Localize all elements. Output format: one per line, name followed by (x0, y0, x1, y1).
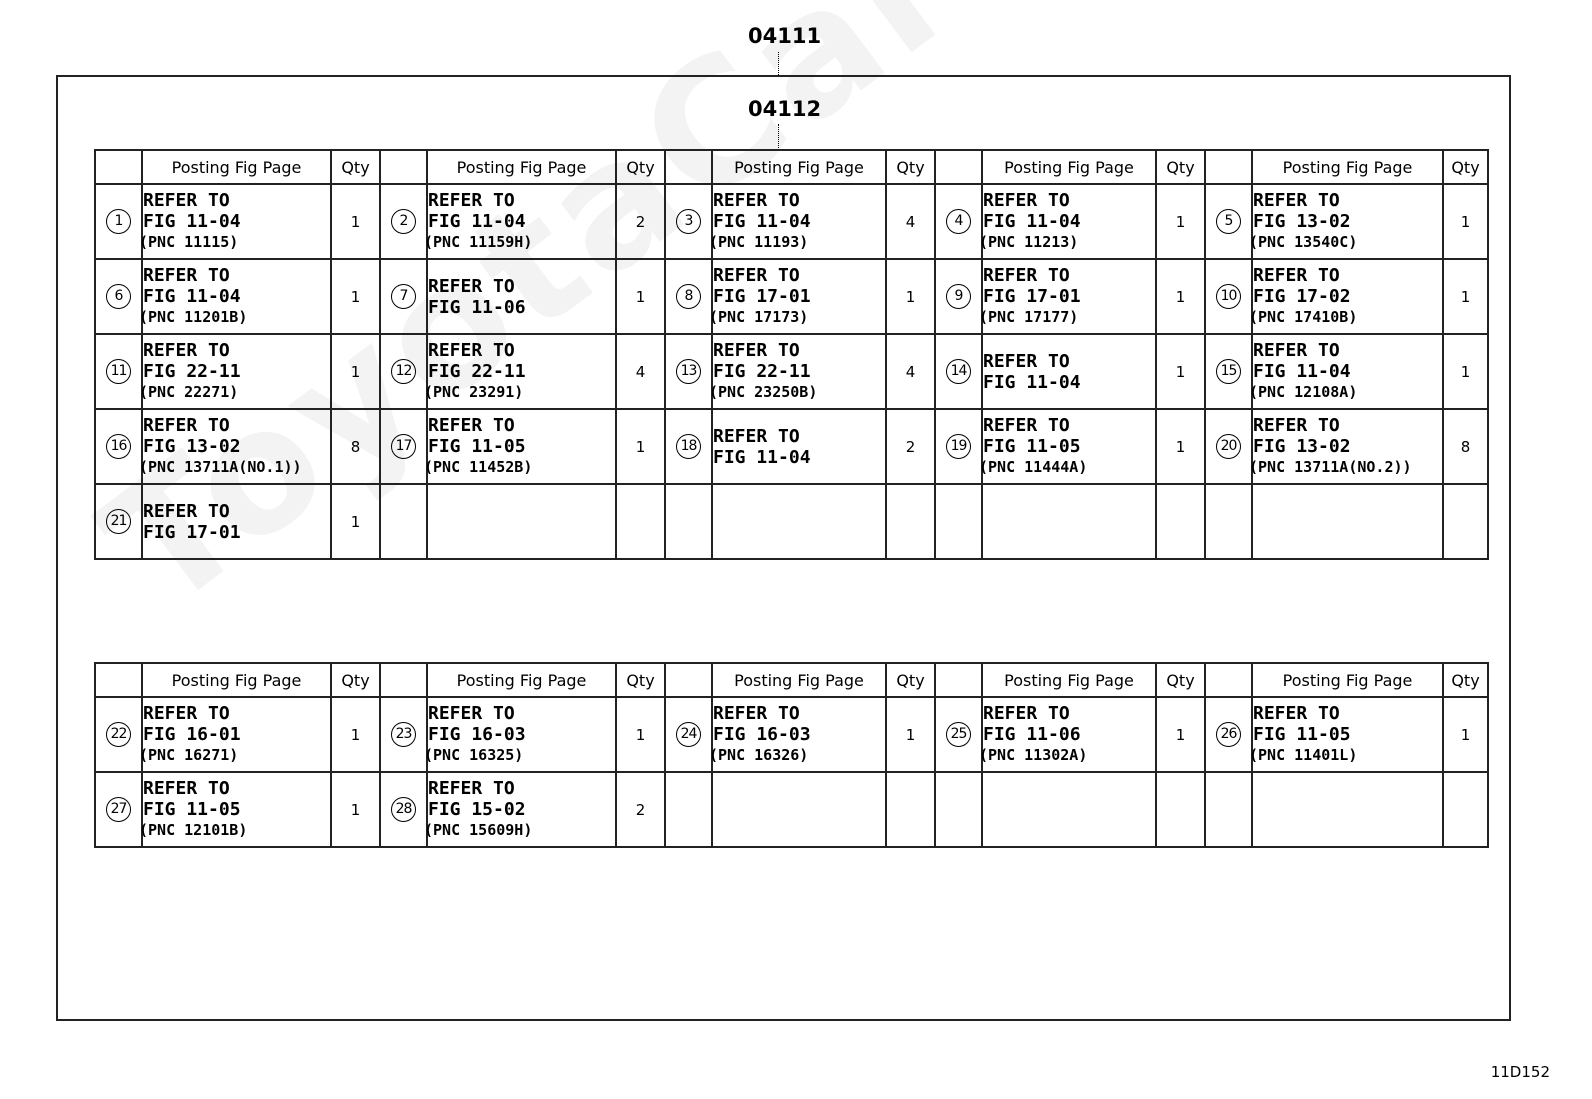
qty-value: 1 (350, 512, 361, 531)
qty-cell (331, 334, 380, 409)
item-number-badge: 16 (106, 434, 131, 459)
refer-to-label: REFER TO (143, 500, 230, 522)
refer-to-label: REFER TO (143, 415, 230, 436)
pnc-number: (PNC 11401L) (1249, 746, 1358, 764)
header-blank (935, 150, 982, 184)
qty-value: 8 (1460, 437, 1471, 456)
assembly-leader-line (778, 52, 779, 75)
refer-to-label: REFER TO (713, 190, 800, 211)
reference-cell (1249, 259, 1443, 334)
pnc-number: (PNC 11213) (979, 233, 1079, 251)
reference-cell (712, 409, 886, 484)
refer-to-label: REFER TO (428, 190, 515, 211)
table-row (95, 484, 1488, 559)
figure-reference: FIG 11-04 (983, 211, 1081, 232)
qty-cell (886, 484, 935, 559)
reference-cell (427, 484, 616, 559)
qty-value: 4 (905, 212, 916, 231)
item-number-cell (665, 259, 712, 334)
refer-to-label: REFER TO (1253, 703, 1340, 724)
figure-reference: FIG 11-04 (143, 211, 241, 232)
qty-cell (1443, 184, 1488, 259)
refer-to-label: REFER TO (983, 265, 1070, 286)
pnc-number: (PNC 11452B) (424, 458, 533, 476)
qty-cell (616, 334, 665, 409)
qty-value: 8 (350, 437, 361, 456)
reference-cell (1252, 484, 1443, 559)
pnc-number: (PNC 16271) (139, 746, 239, 764)
qty-value: 1 (635, 287, 646, 306)
qty-value: 1 (905, 287, 916, 306)
figure-reference: FIG 13-02 (1253, 211, 1351, 232)
reference-cell (139, 184, 331, 259)
refer-to-label: REFER TO (1253, 340, 1340, 361)
item-number-cell (95, 697, 142, 772)
refer-to-label: REFER TO (1253, 265, 1340, 286)
reference-cell (427, 259, 616, 334)
item-number-cell (1205, 334, 1252, 409)
reference-cell (424, 772, 616, 847)
header-posting-fig-page: Posting Fig Page (142, 663, 331, 697)
qty-cell (616, 772, 665, 847)
header-posting-fig-page: Posting Fig Page (1252, 663, 1443, 697)
header-qty: Qty (886, 150, 935, 184)
header-qty: Qty (1443, 150, 1488, 184)
reference-cell (709, 259, 886, 334)
item-number-badge: 17 (391, 434, 416, 459)
item-number-cell (935, 184, 982, 259)
item-number-badge: 3 (676, 209, 701, 234)
qty-value: 1 (1460, 212, 1471, 231)
item-number-badge: 8 (676, 284, 701, 309)
figure-reference: FIG 13-02 (1253, 436, 1351, 457)
figure-reference: FIG 16-01 (143, 724, 241, 745)
item-number-badge: 13 (676, 359, 701, 384)
item-number-cell (380, 772, 427, 847)
qty-value: 1 (350, 725, 361, 744)
item-number-cell (380, 484, 427, 559)
reference-cell (139, 772, 331, 847)
table-row (95, 409, 1488, 484)
qty-cell (331, 772, 380, 847)
qty-cell (886, 184, 935, 259)
refer-to-label: REFER TO (428, 340, 515, 361)
item-number-cell (95, 772, 142, 847)
figure-reference: FIG 11-05 (1253, 724, 1351, 745)
figure-reference: FIG 11-04 (713, 211, 811, 232)
qty-value: 1 (635, 725, 646, 744)
item-number-badge: 4 (946, 209, 971, 234)
parts-reference-table-1 (94, 149, 1489, 560)
refer-to-label: REFER TO (713, 265, 800, 286)
reference-cell (424, 184, 616, 259)
header-blank (380, 663, 427, 697)
item-number-cell (1205, 259, 1252, 334)
item-number-cell (380, 259, 427, 334)
qty-value: 1 (1175, 437, 1186, 456)
figure-reference: FIG 15-02 (428, 799, 526, 820)
item-number-badge: 6 (106, 284, 131, 309)
refer-to-label: REFER TO (713, 425, 800, 447)
qty-value: 1 (1175, 287, 1186, 306)
figure-reference: FIG 11-04 (713, 446, 811, 468)
subassembly-leader-line (778, 124, 779, 150)
item-number-badge: 7 (391, 284, 416, 309)
reference-cell (424, 697, 616, 772)
refer-to-label: REFER TO (143, 190, 230, 211)
qty-value: 1 (1460, 362, 1471, 381)
reference-cell (139, 697, 331, 772)
pnc-number: (PNC 13711A(NO.2)) (1249, 458, 1412, 476)
reference-cell (139, 259, 331, 334)
figure-reference: FIG 11-04 (143, 286, 241, 307)
header-posting-fig-page: Posting Fig Page (1252, 150, 1443, 184)
refer-to-label: REFER TO (143, 340, 230, 361)
item-number-cell (95, 334, 142, 409)
qty-value: 1 (905, 725, 916, 744)
qty-cell (1443, 697, 1488, 772)
qty-cell (1156, 259, 1205, 334)
qty-cell (1156, 484, 1205, 559)
header-posting-fig-page: Posting Fig Page (427, 150, 616, 184)
item-number-badge: 21 (106, 509, 131, 534)
qty-cell (1156, 184, 1205, 259)
item-number-badge: 26 (1216, 722, 1241, 747)
reference-cell (709, 697, 886, 772)
qty-cell (886, 697, 935, 772)
figure-reference: FIG 22-11 (428, 361, 526, 382)
qty-value: 1 (1175, 362, 1186, 381)
figure-reference: FIG 17-01 (713, 286, 811, 307)
item-number-badge: 23 (391, 722, 416, 747)
qty-value: 1 (1460, 287, 1471, 306)
table-row (95, 772, 1488, 847)
qty-cell (1443, 484, 1488, 559)
refer-to-label: REFER TO (1253, 415, 1340, 436)
qty-cell (331, 184, 380, 259)
item-number-badge: 27 (106, 797, 131, 822)
header-blank (935, 663, 982, 697)
figure-reference: FIG 11-06 (983, 724, 1081, 745)
reference-cell (1252, 772, 1443, 847)
pnc-number: (PNC 16325) (424, 746, 524, 764)
item-number-badge: 22 (106, 722, 131, 747)
pnc-number: (PNC 15609H) (424, 821, 533, 839)
header-row (95, 150, 1488, 184)
item-number-cell (935, 409, 982, 484)
figure-reference: FIG 22-11 (713, 361, 811, 382)
header-qty: Qty (1156, 150, 1205, 184)
refer-to-label: REFER TO (713, 703, 800, 724)
figure-reference: FIG 11-05 (143, 799, 241, 820)
header-qty: Qty (331, 150, 380, 184)
reference-cell (979, 259, 1156, 334)
figure-reference: FIG 16-03 (428, 724, 526, 745)
header-posting-fig-page: Posting Fig Page (982, 150, 1156, 184)
reference-cell (142, 484, 331, 559)
qty-cell (886, 334, 935, 409)
figure-reference: FIG 11-06 (428, 296, 526, 318)
qty-cell (331, 259, 380, 334)
item-number-badge: 18 (676, 434, 701, 459)
figure-reference: FIG 16-03 (713, 724, 811, 745)
header-posting-fig-page: Posting Fig Page (427, 663, 616, 697)
item-number-badge: 9 (946, 284, 971, 309)
item-number-badge: 20 (1216, 434, 1241, 459)
reference-cell (709, 334, 886, 409)
qty-cell (616, 184, 665, 259)
figure-reference: FIG 13-02 (143, 436, 241, 457)
qty-value: 2 (905, 437, 916, 456)
pnc-number: (PNC 11444A) (979, 458, 1088, 476)
reference-cell (1249, 697, 1443, 772)
qty-cell (616, 484, 665, 559)
subassembly-code: 04112 (748, 97, 822, 121)
refer-to-label: REFER TO (428, 275, 515, 297)
assembly-code: 04111 (748, 24, 822, 48)
pnc-number: (PNC 13540C) (1249, 233, 1358, 251)
header-blank (380, 150, 427, 184)
item-number-cell (665, 184, 712, 259)
item-number-cell (380, 184, 427, 259)
table-row (95, 697, 1488, 772)
pnc-number: (PNC 17173) (709, 308, 809, 326)
refer-to-label: REFER TO (983, 415, 1070, 436)
item-number-cell (95, 184, 142, 259)
qty-cell (886, 409, 935, 484)
pnc-number: (PNC 22271) (139, 383, 239, 401)
header-blank (665, 663, 712, 697)
qty-value: 2 (635, 212, 646, 231)
header-qty: Qty (616, 663, 665, 697)
figure-reference: FIG 11-04 (983, 371, 1081, 393)
qty-cell (1443, 772, 1488, 847)
refer-to-label: REFER TO (1253, 190, 1340, 211)
figure-reference: FIG 22-11 (143, 361, 241, 382)
reference-cell (979, 184, 1156, 259)
item-number-cell (665, 772, 712, 847)
figure-reference: FIG 11-05 (428, 436, 526, 457)
header-blank (95, 663, 142, 697)
qty-cell (331, 409, 380, 484)
item-number-cell (1205, 697, 1252, 772)
reference-cell (712, 772, 886, 847)
refer-to-label: REFER TO (143, 703, 230, 724)
qty-value: 1 (350, 800, 361, 819)
item-number-cell (1205, 409, 1252, 484)
qty-value: 1 (635, 437, 646, 456)
header-blank (1205, 150, 1252, 184)
item-number-badge: 5 (1216, 209, 1241, 234)
refer-to-label: REFER TO (428, 778, 515, 799)
reference-cell (982, 772, 1156, 847)
header-posting-fig-page: Posting Fig Page (982, 663, 1156, 697)
qty-cell (1443, 259, 1488, 334)
item-number-cell (665, 334, 712, 409)
figure-reference: FIG 11-04 (428, 211, 526, 232)
qty-value: 2 (635, 800, 646, 819)
qty-cell (1443, 334, 1488, 409)
item-number-cell (1205, 184, 1252, 259)
item-number-cell (935, 484, 982, 559)
item-number-badge: 1 (106, 209, 131, 234)
header-qty: Qty (1156, 663, 1205, 697)
item-number-cell (935, 697, 982, 772)
qty-cell (331, 484, 380, 559)
header-qty: Qty (331, 663, 380, 697)
item-number-cell (95, 484, 142, 559)
item-number-cell (1205, 484, 1252, 559)
item-number-badge: 12 (391, 359, 416, 384)
refer-to-label: REFER TO (983, 190, 1070, 211)
qty-value: 4 (635, 362, 646, 381)
figure-reference: FIG 17-01 (143, 521, 241, 543)
reference-cell (1249, 334, 1443, 409)
refer-to-label: REFER TO (713, 340, 800, 361)
qty-cell (886, 259, 935, 334)
header-posting-fig-page: Posting Fig Page (142, 150, 331, 184)
reference-cell (424, 334, 616, 409)
item-number-cell (935, 334, 982, 409)
reference-cell (979, 409, 1156, 484)
item-number-badge: 11 (106, 359, 131, 384)
item-number-cell (1205, 772, 1252, 847)
item-number-badge: 24 (676, 722, 701, 747)
qty-cell (1156, 697, 1205, 772)
pnc-number: (PNC 11193) (709, 233, 809, 251)
refer-to-label: REFER TO (428, 415, 515, 436)
figure-reference: FIG 17-02 (1253, 286, 1351, 307)
pnc-number: (PNC 17410B) (1249, 308, 1358, 326)
figure-reference: FIG 11-05 (983, 436, 1081, 457)
header-qty: Qty (886, 663, 935, 697)
refer-to-label: REFER TO (143, 778, 230, 799)
qty-value: 1 (350, 212, 361, 231)
item-number-badge: 19 (946, 434, 971, 459)
qty-value: 1 (350, 362, 361, 381)
pnc-number: (PNC 12108A) (1249, 383, 1358, 401)
table-row (95, 334, 1488, 409)
refer-to-label: REFER TO (983, 350, 1070, 372)
pnc-number: (PNC 11159H) (424, 233, 533, 251)
qty-cell (616, 697, 665, 772)
pnc-number: (PNC 13711A(NO.1)) (139, 458, 302, 476)
figure-id: 11D152 (1490, 1063, 1550, 1081)
refer-to-label: REFER TO (143, 265, 230, 286)
table-row (95, 184, 1488, 259)
item-number-cell (380, 409, 427, 484)
pnc-number: (PNC 16326) (709, 746, 809, 764)
header-row (95, 663, 1488, 697)
item-number-badge: 14 (946, 359, 971, 384)
qty-cell (616, 259, 665, 334)
item-number-cell (380, 697, 427, 772)
header-blank (1205, 663, 1252, 697)
item-number-cell (95, 259, 142, 334)
qty-value: 4 (905, 362, 916, 381)
table-row (95, 259, 1488, 334)
reference-cell (712, 484, 886, 559)
pnc-number: (PNC 11201B) (139, 308, 248, 326)
item-number-cell (665, 409, 712, 484)
parts-reference-table-2 (94, 662, 1489, 848)
item-number-cell (95, 409, 142, 484)
pnc-number: (PNC 17177) (979, 308, 1079, 326)
reference-cell (424, 409, 616, 484)
pnc-number: (PNC 23250B) (709, 383, 818, 401)
pnc-number: (PNC 12101B) (139, 821, 248, 839)
item-number-cell (935, 259, 982, 334)
reference-cell (982, 484, 1156, 559)
reference-cell (139, 409, 331, 484)
item-number-badge: 10 (1216, 284, 1241, 309)
figure-reference: FIG 17-01 (983, 286, 1081, 307)
header-blank (665, 150, 712, 184)
item-number-badge: 15 (1216, 359, 1241, 384)
qty-value: 1 (350, 287, 361, 306)
qty-value: 1 (1460, 725, 1471, 744)
reference-cell (982, 334, 1156, 409)
qty-cell (886, 772, 935, 847)
qty-cell (1443, 409, 1488, 484)
qty-cell (616, 409, 665, 484)
item-number-badge: 25 (946, 722, 971, 747)
pnc-number: (PNC 23291) (424, 383, 524, 401)
header-posting-fig-page: Posting Fig Page (712, 663, 886, 697)
qty-value: 1 (1175, 725, 1186, 744)
reference-cell (139, 334, 331, 409)
qty-cell (331, 697, 380, 772)
reference-cell (1249, 409, 1443, 484)
qty-value: 1 (1175, 212, 1186, 231)
qty-cell (1156, 334, 1205, 409)
item-number-cell (665, 484, 712, 559)
refer-to-label: REFER TO (983, 703, 1070, 724)
reference-cell (979, 697, 1156, 772)
figure-reference: FIG 11-04 (1253, 361, 1351, 382)
reference-cell (709, 184, 886, 259)
qty-cell (1156, 772, 1205, 847)
qty-cell (1156, 409, 1205, 484)
header-posting-fig-page: Posting Fig Page (712, 150, 886, 184)
header-blank (95, 150, 142, 184)
pnc-number: (PNC 11115) (139, 233, 239, 251)
item-number-badge: 2 (391, 209, 416, 234)
item-number-badge: 28 (391, 797, 416, 822)
item-number-cell (665, 697, 712, 772)
header-qty: Qty (616, 150, 665, 184)
pnc-number: (PNC 11302A) (979, 746, 1088, 764)
header-qty: Qty (1443, 663, 1488, 697)
refer-to-label: REFER TO (428, 703, 515, 724)
reference-cell (1249, 184, 1443, 259)
item-number-cell (935, 772, 982, 847)
item-number-cell (380, 334, 427, 409)
